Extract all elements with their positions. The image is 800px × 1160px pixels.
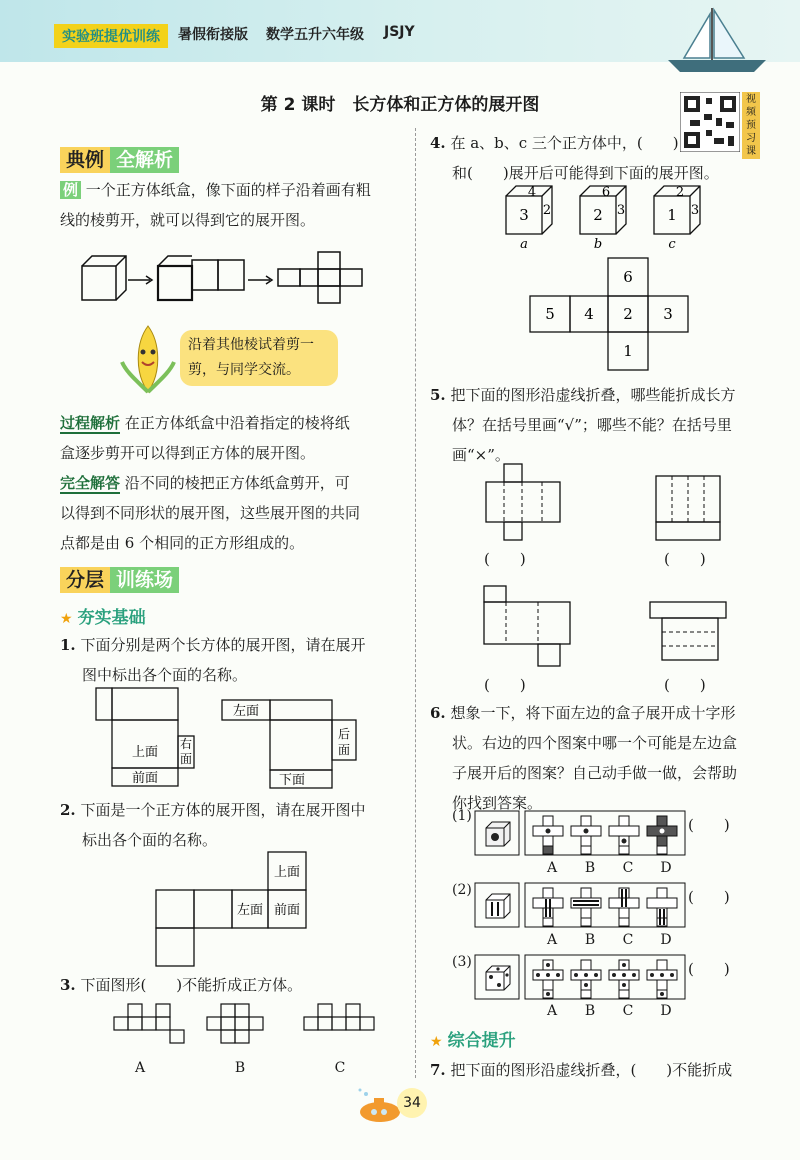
question-5 [430,380,775,470]
banner-right: 训练场 [110,567,179,593]
sailboat-icon [662,6,772,76]
cube-face: 2 [593,206,603,224]
question-line: 你找到答案。 [452,794,543,812]
option-label: A [546,860,558,876]
cube-face: 4 [527,185,537,200]
star-icon: ★ [430,1034,443,1050]
q6-row-1 [474,810,686,860]
training-banner [60,565,179,592]
question-number: 2. [60,801,76,819]
question-line: 和( )展开后可能得到下面的展开图。 [452,164,719,182]
process-line: 在正方体纸盒中沿着指定的棱将纸 [124,414,350,432]
example-line: 线的棱剪开，就可以得到它的展开图。 [60,211,316,229]
answer-blank[interactable]: ( ) [688,816,730,834]
banner-right: 全解析 [110,147,179,173]
face-label: 下面 [278,773,306,788]
option-label: C [622,932,634,948]
question-line: 子展开后的图案？自己动手做一做，会帮助 [452,764,738,782]
question-line: 想象一下，将下面左边的盒子展开成十字形 [450,704,736,722]
question-2 [60,795,410,855]
answer-blank[interactable]: ( ) [688,888,730,906]
series-title: 实验班提优训练 [54,24,168,48]
face-label: 面 [337,743,351,757]
question-3 [60,970,410,1000]
option-label: D [660,932,672,948]
question-line: 在 a、b、c 三个正方体中，( ) [450,134,679,152]
face-label: 左面 [232,704,260,719]
question-line: 图中标出各个面的名称。 [82,666,248,684]
face-label: 前面 [273,903,301,918]
q6-item-label: (2) [452,882,472,898]
question-line: 下面图形( )不能折成正方体。 [80,976,303,994]
question-line: 下面是一个正方体的展开图，请在展开图中 [80,801,366,819]
answer-line: 以得到不同形状的展开图，这些展开图的共同 [60,504,361,522]
q6-item-label: (3) [452,954,472,970]
cube-name: b [593,237,603,252]
question-1 [60,630,410,690]
column-divider [415,128,416,1078]
question-line: 画“×”。 [452,446,510,464]
face-label: 面 [179,752,193,766]
example-tag: 例 [60,181,81,199]
option-label: D [660,860,672,876]
banner-left: 分层 [60,567,110,593]
video-tag-char: 频 [746,107,756,118]
answer-blank[interactable]: ( ) [484,550,526,568]
q4-cubes [504,182,724,252]
option-label: B [584,932,596,948]
question-number: 6. [430,704,446,722]
net-face: 2 [623,305,633,323]
option-label: B [234,1060,246,1076]
answer-blank[interactable]: ( ) [664,550,706,568]
question-4 [430,128,770,188]
subject-label: 数学五升六年级 [266,27,364,43]
option-label: D [660,1003,672,1019]
cube-face: 2 [675,185,685,200]
net-face: 5 [545,305,555,323]
cube-face: 6 [601,185,611,200]
advanced-section-heading [430,1026,516,1051]
option-label: A [134,1060,146,1076]
question-number: 5. [430,386,446,404]
option-label: A [546,1003,558,1019]
process-analysis [60,408,410,468]
question-line: 标出各个面的名称。 [82,831,218,849]
cube-face: 3 [690,203,700,218]
option-label: C [622,860,634,876]
full-answer [60,468,410,558]
option-label: C [334,1060,346,1076]
cube-face: 1 [667,206,677,224]
process-tag: 过程解析 [60,414,121,432]
question-line: 把下面的图形沿虚线折叠，( )不能折成 [450,1061,733,1079]
option-label: A [546,932,558,948]
answer-blank[interactable]: ( ) [664,676,706,694]
cube-face: 3 [616,203,626,218]
q4-cube-net [528,256,692,372]
q6-row-3 [474,954,686,1004]
banana-mascot-icon [118,322,178,396]
question-number: 1. [60,636,76,654]
page-number: 34 [397,1088,427,1118]
answer-line: 点都是由 6 个相同的正方形组成的。 [60,534,305,552]
net-face: 4 [584,305,594,323]
question-line: 状。右边的四个图案中哪一个可能是左边盒 [452,734,738,752]
basic-section-heading [60,603,146,628]
option-label: B [584,1003,596,1019]
face-label: 右 [179,737,193,751]
question-number: 4. [430,134,446,152]
question-line: 把下面的图形沿虚线折叠，哪些能折成长方 [450,386,736,404]
page-title: 第 2 课时 长方体和正方体的展开图 [260,95,540,115]
option-label: B [584,860,596,876]
video-tag-char: 课 [746,146,756,157]
banner-left: 典例 [60,147,110,173]
cube-name: a [520,237,528,252]
video-tag-char: 视 [746,94,756,105]
video-tag-char: 预 [746,120,756,131]
face-label: 前面 [131,771,159,786]
question-line: 下面分别是两个长方体的展开图，请在展开 [80,636,366,654]
option-label: C [622,1003,634,1019]
face-label: 后 [337,727,351,741]
question-number: 7. [430,1061,446,1079]
question-6 [430,698,775,818]
q6-item-label: (1) [452,808,472,824]
section-title: 综合提升 [447,1031,516,1051]
answer-line: 沿不同的棱把正方体纸盒剪开，可 [124,474,350,492]
cube-name: c [668,237,676,252]
cube-face: 2 [542,203,552,218]
q2-cube-net [154,850,310,968]
question-line: 体？在括号里画“√”；哪些不能？在括号里 [452,416,732,434]
cube-face: 3 [519,206,529,224]
star-icon: ★ [60,611,73,627]
edition-label: 暑假衔接版 [178,27,248,43]
question-7 [430,1055,775,1085]
q6-row-2 [474,882,686,932]
face-label: 上面 [131,745,159,760]
process-line: 盒逐步剪开可以得到正方体的展开图。 [60,444,316,462]
face-label: 上面 [273,865,301,880]
question-number: 3. [60,976,76,994]
version-label: JSJY [384,24,415,40]
hint-text [188,333,314,383]
video-tag-char: 习 [746,133,756,144]
hint-line: 沿着其他棱试着剪一 [188,337,314,353]
example-unfolding-diagram [78,250,378,306]
example-line: 一个正方体纸盒，像下面的样子沿着画有粗 [85,181,371,199]
answer-blank[interactable]: ( ) [484,676,526,694]
analysis-banner [60,145,179,172]
net-face: 3 [663,305,673,323]
q1-cuboid-nets [94,686,404,790]
section-title: 夯实基础 [77,608,146,628]
net-face: 1 [623,342,633,360]
q3-option-nets [108,1002,388,1046]
hint-line: 剪，与同学交流。 [188,362,300,378]
example-text [60,175,410,235]
answer-blank[interactable]: ( ) [688,960,730,978]
answer-tag: 完全解答 [60,474,121,492]
net-face: 6 [623,268,633,286]
face-label: 左面 [236,903,264,918]
